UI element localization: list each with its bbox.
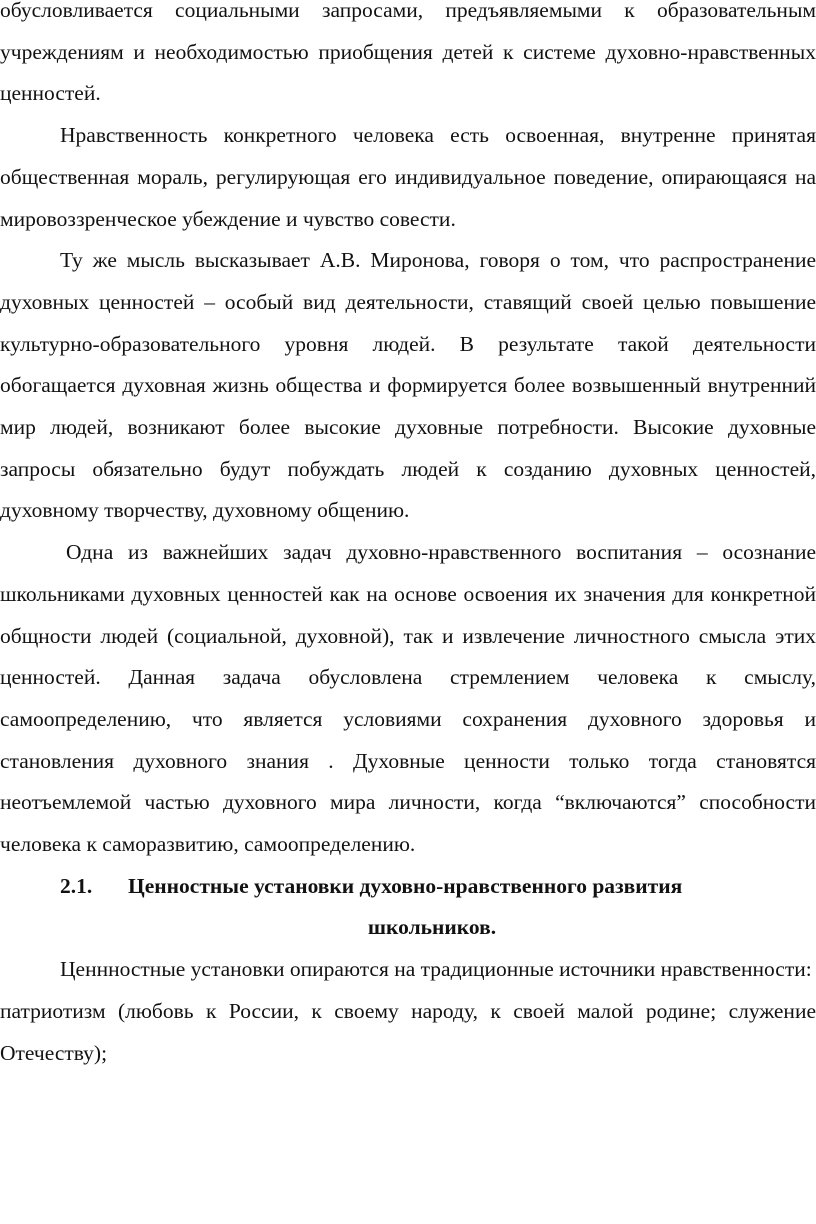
paragraph-1: обусловливается социальными запросами, предъявляемыми к образовательным учреждениям и необходимостью приобщения детей к системе духовно-нравственных ценностей. — [0, 0, 816, 106]
paragraph-4: Одна из важнейших задач духовно-нравственного воспитания – осознание школьниками духовных ценностей как на основе освоения их значения для конкретной общности людей (социальной, духовной), так и извлечение личностного смысла этих ценностей. Данная задача обусловлена стремлением человека к смыслу, самоопределению, что является условиями сохранения духовного здоровья и становления духовного знания . Духовные ценности только тогда становятся неотъемлемой частью духовного мира личности, когда “включаются” способности человека к саморазвитию, самоопределению. — [0, 540, 816, 857]
paragraph-6: патриотизм (любовь к России, к своему народу, к своей малой родине; служение Отечеству); — [0, 998, 816, 1065]
section-title-line2: школьников. — [367, 915, 497, 940]
section-heading-line1 — [0, 866, 816, 908]
section-heading — [0, 866, 816, 949]
paragraph-3: Ту же мысль высказывает А.В. Миронова, говоря о том, что распространение духовных ценностей – особый вид деятельности, ставящий своей целью повышение культурно-образовательного уровня людей. В результате такой деятельности обогащается духовная жизнь общества и формируется более возвышенный внутренний мир людей, возникают более высокие духовные потребности. Высокие духовные запросы обязательно будут побуждать людей к созданию духовных ценностей, духовному творчеству, духовному общению. — [0, 248, 816, 523]
section-title-line1: Ценностные установки духовно-нравственного развития — [128, 873, 683, 898]
paragraph-5: Ценнностные установки опираются на традиционные источники нравственности: — [60, 957, 812, 982]
paragraph-2: Нравственность конкретного человека есть освоенная, внутренне принятая общественная мораль, регулирующая его индивидуальное поведение, опирающаяся на мировоззренческое убеждение и чувство совести. — [0, 123, 816, 231]
section-number: 2.1. — [60, 873, 93, 898]
